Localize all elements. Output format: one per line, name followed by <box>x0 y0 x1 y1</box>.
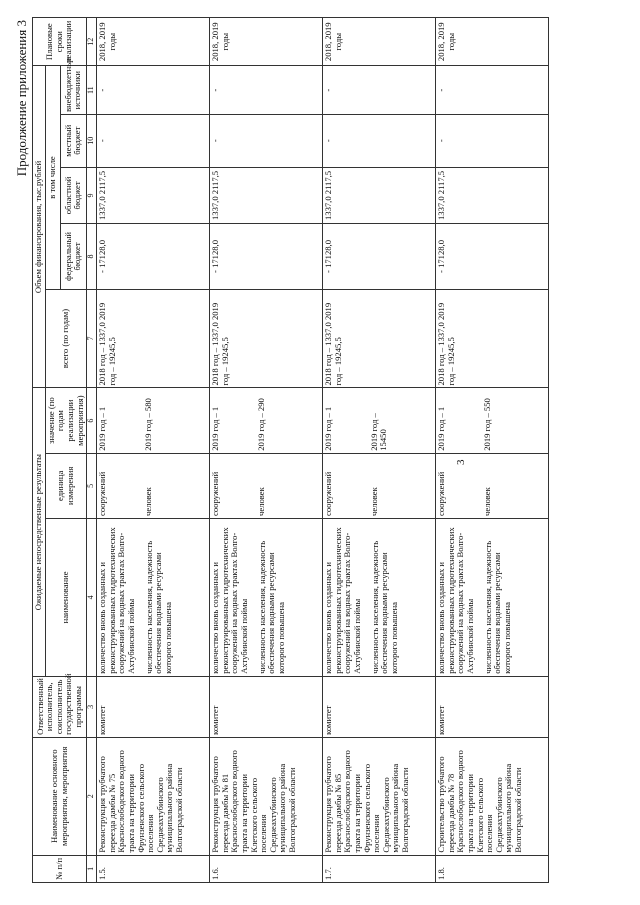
row-units <box>97 453 210 518</box>
row-federal: - 17128,0 <box>436 224 549 289</box>
result-structures: количество вновь созданных и реконструированных гидротехнических сооружений на водных трактах Волго-Ахтубинской поймы <box>436 527 475 674</box>
col-number: 4 <box>87 518 97 676</box>
row-terms: 2018, 2019 годы <box>436 18 549 66</box>
row-regional: 1337,0 2117,5 <box>210 167 323 224</box>
row-values <box>323 388 436 453</box>
result-population: численность населения, надежность обеспечения водными ресурсами которого повышена <box>369 540 399 674</box>
result-population: численность населения, надежность обеспечения водными ресурсами которого повышена <box>482 540 512 674</box>
value-structures: 2019 год – 1 <box>210 406 221 451</box>
header-results: Ожидаемые непосредственные результаты <box>33 388 46 676</box>
row-local: - <box>210 114 323 167</box>
row-executor: комитет <box>97 676 210 737</box>
page-number: 3 <box>455 459 467 465</box>
col-number: 6 <box>87 388 97 453</box>
row-local: - <box>323 114 436 167</box>
row-results <box>323 518 436 676</box>
row-executor: комитет <box>323 676 436 737</box>
unit-structures: сооружений <box>210 471 221 516</box>
header-terms: Плановые сроки реализации <box>33 18 87 66</box>
row-total: 2018 год – 1337,0 2019 год – 19245,5 <box>323 289 436 388</box>
header-name: Наименование основного мероприятия, мероприятия <box>33 737 87 855</box>
row-local: - <box>97 114 210 167</box>
row-name: Реконструкция трубчатого переезда дамбы № 85 Краснослободского водного тракта на территории Фрунзенского сельского поселения Среднеахтубинского муниципального района Волгоградской области <box>323 737 436 855</box>
row-name: Реконструкция трубчатого переезда дамбы № 81 Краснослободского водного тракта на территории Клетского сельского поселения Среднеахтубинского муниципального района Волгоградской области <box>210 737 323 855</box>
row-terms: 2018, 2019 годы <box>97 18 210 66</box>
row-terms: 2018, 2019 годы <box>210 18 323 66</box>
header-executor: Ответственный исполнитель, соисполнитель государственной программы <box>33 676 87 737</box>
result-structures: количество вновь созданных и реконструированных гидротехнических сооружений на водных трактах Волго-Ахтубинской поймы <box>97 527 136 674</box>
col-number: 3 <box>87 676 97 737</box>
value-structures: 2019 год – 1 <box>97 406 108 451</box>
unit-population: человек <box>368 487 379 516</box>
col-number: 11 <box>87 66 97 114</box>
table-row <box>323 18 436 883</box>
header-local: местный бюджет <box>60 114 86 167</box>
header-funding: Объем финансирования, тыс.рублей <box>33 66 46 388</box>
row-regional: 1337,0 2117,5 <box>436 167 549 224</box>
row-extra: - <box>210 66 323 114</box>
row-extra: - <box>436 66 549 114</box>
header-res-value: значение (по годам реализации мероприятия) <box>45 388 87 453</box>
row-terms: 2018, 2019 годы <box>323 18 436 66</box>
row-regional: 1337,0 2117,5 <box>97 167 210 224</box>
value-population: 2019 год – 550 <box>481 398 492 451</box>
result-structures: количество вновь созданных и реконструированных гидротехнических сооружений на водных трактах Волго-Ахтубинской поймы <box>210 527 249 674</box>
value-population: 2019 год – 290 <box>255 398 266 451</box>
row-federal: - 17128,0 <box>323 224 436 289</box>
unit-population: человек <box>255 487 266 516</box>
row-name: Реконструкция трубчатого переезда дамбы № 75 Краснослободского водного тракта на территории Фрунзенского сельского поселения Среднеахтубинского муниципального района Волгоградской области <box>97 737 210 855</box>
result-structures: количество вновь созданных и реконструированных гидротехнических сооружений на водных трактах Волго-Ахтубинской поймы <box>323 527 362 674</box>
row-no: 1.6. <box>210 855 323 882</box>
row-values <box>97 388 210 453</box>
row-total: 2018 год – 1337,0 2019 год – 19245,5 <box>436 289 549 388</box>
row-values <box>210 388 323 453</box>
value-structures: 2019 год – 1 <box>436 406 447 451</box>
header-no: № п/п <box>33 855 87 882</box>
result-population: численность населения, надежность обеспечения водными ресурсами которого повышена <box>143 540 173 674</box>
col-number: 7 <box>87 289 97 388</box>
row-units <box>210 453 323 518</box>
row-units <box>436 453 549 518</box>
row-values <box>436 388 549 453</box>
value-structures: 2019 год – 1 <box>323 406 334 451</box>
header-extra: внебюджетные источники <box>60 66 86 114</box>
row-federal: - 17128,0 <box>97 224 210 289</box>
row-total: 2018 год – 1337,0 2019 год – 19245,5 <box>210 289 323 388</box>
col-number: 2 <box>87 737 97 855</box>
row-results <box>97 518 210 676</box>
header-res-name: наименование <box>45 518 87 676</box>
header-total: всего (по годам) <box>45 289 87 388</box>
value-population: 2019 год – 580 <box>142 398 153 451</box>
row-results <box>436 518 549 676</box>
table-row <box>436 18 549 883</box>
col-number: 10 <box>87 114 97 167</box>
column-number-row <box>87 18 97 883</box>
table-row <box>97 18 210 883</box>
header-regional: областной бюджет <box>60 167 86 224</box>
col-number: 1 <box>87 855 97 882</box>
unit-structures: сооружений <box>97 471 108 516</box>
row-name: Строительство трубчатого переезда дамбы № 78 Краснослободского водного тракта на территории Клетского сельского поселения Среднеахтубинского муниципального района Волгоградской области <box>436 737 549 855</box>
row-local: - <box>436 114 549 167</box>
row-executor: комитет <box>210 676 323 737</box>
row-regional: 1337,0 2117,5 <box>323 167 436 224</box>
table-row <box>210 18 323 883</box>
row-extra: - <box>323 66 436 114</box>
continuation-heading: Продолжение приложения 3 <box>14 20 29 177</box>
row-no: 1.8. <box>436 855 549 882</box>
col-number: 5 <box>87 453 97 518</box>
col-number: 8 <box>87 224 97 289</box>
result-population: численность населения, надежность обеспечения водными ресурсами которого повышена <box>256 540 286 674</box>
row-executor: комитет <box>436 676 549 737</box>
unit-structures: сооружений <box>323 471 334 516</box>
row-extra: - <box>97 66 210 114</box>
row-total: 2018 год – 1337,0 2019 год – 19245,5 <box>97 289 210 388</box>
col-number: 12 <box>87 18 97 66</box>
unit-structures: сооружений <box>436 471 447 516</box>
header-res-unit: единица измерения <box>45 453 87 518</box>
value-population: 2019 год – 15450 <box>368 413 389 451</box>
row-no: 1.7. <box>323 855 436 882</box>
row-federal: - 17128,0 <box>210 224 323 289</box>
row-units <box>323 453 436 518</box>
col-number: 9 <box>87 167 97 224</box>
row-no: 1.5. <box>97 855 210 882</box>
appendix-table <box>32 17 549 883</box>
header-federal: федеральный бюджет <box>60 224 86 289</box>
unit-population: человек <box>481 487 492 516</box>
header-including: в том числе <box>45 66 60 289</box>
unit-population: человек <box>142 487 153 516</box>
row-results <box>210 518 323 676</box>
